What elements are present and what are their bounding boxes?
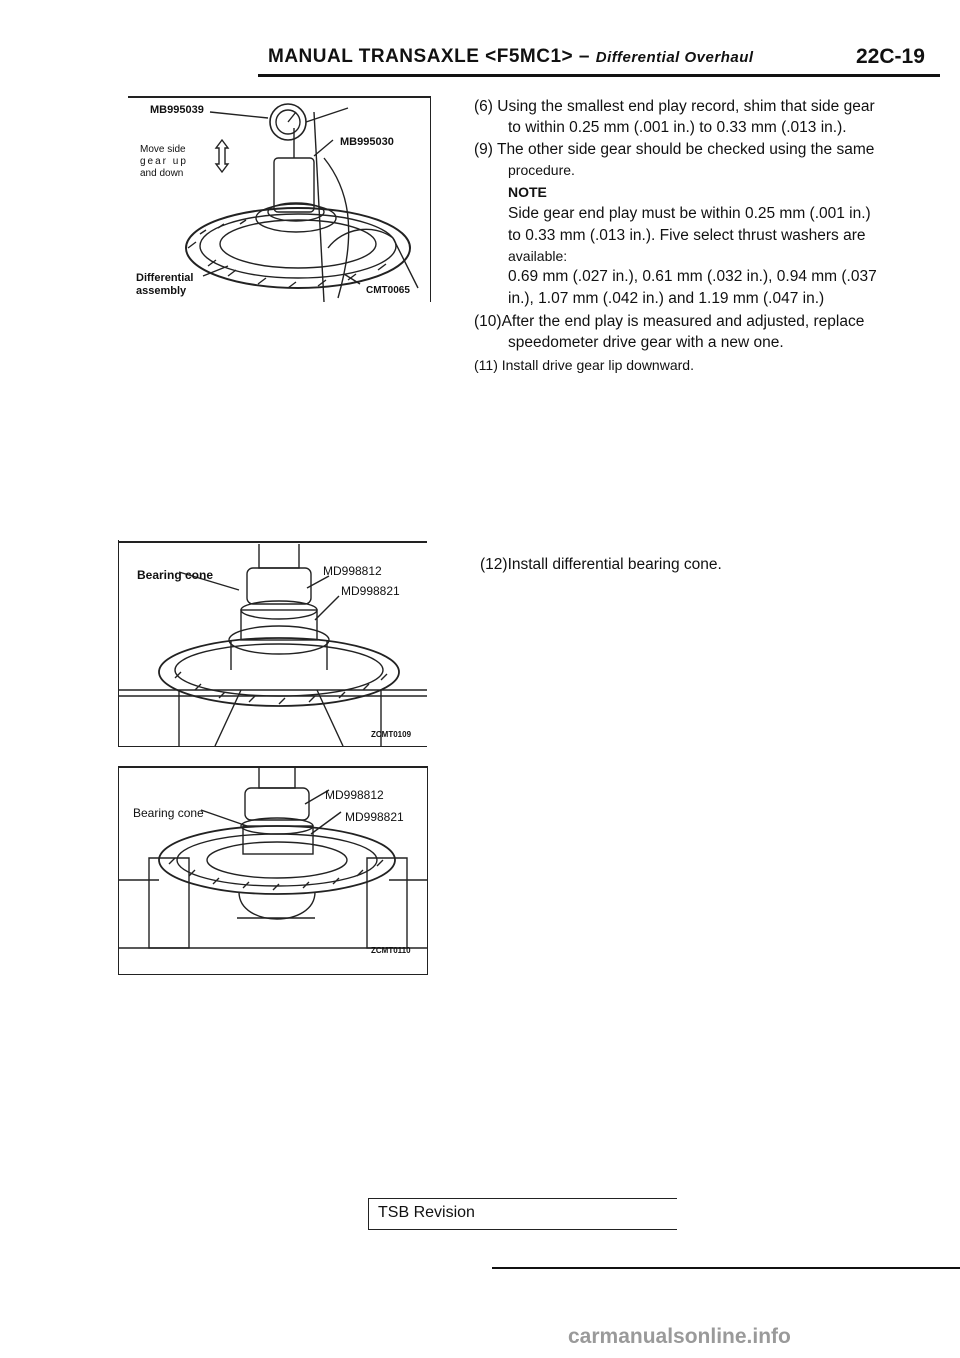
header-title-section: Differential Overhaul <box>595 49 754 66</box>
step-12: (12)Install differential bearing cone. <box>480 556 722 573</box>
differential-assembly-label-line1: Differential <box>136 272 194 284</box>
tool-label-mb995030: MB995030 <box>340 136 394 148</box>
note-line5: in.), 1.07 mm (.042 in.) and 1.19 mm (.047 in.) <box>508 290 825 307</box>
header-title-main: MANUAL TRANSAXLE <F5MC1> – <box>268 46 590 67</box>
tool-label-md998812: MD998812 <box>323 564 382 578</box>
tsb-revision-label: TSB Revision <box>378 1204 475 1221</box>
figure-code: CMT0065 <box>366 285 410 296</box>
figure-code: ZCMT0109 <box>371 730 412 739</box>
figure-code: ZCMT0110 <box>371 946 411 955</box>
note-line2: to 0.33 mm (.013 in.). Five select thrust washers are <box>508 227 866 244</box>
note-line4: 0.69 mm (.027 in.), 0.61 mm (.032 in.), 0.94 mm (.037 <box>508 268 877 285</box>
bearing-cone-label: Bearing cone <box>137 568 214 582</box>
footer-rule <box>492 1267 960 1269</box>
bearing-cone-label: Bearing cone <box>133 806 204 820</box>
note-line1: Side gear end play must be within 0.25 mm (.001 in.) <box>508 205 871 222</box>
header-rule <box>258 74 940 77</box>
page-header-title <box>268 46 754 68</box>
step-6-line2: to within 0.25 mm (.001 in.) to 0.33 mm (.013 in.). <box>508 119 847 136</box>
step-9-line1: (9) The other side gear should be checked using the same <box>474 141 875 158</box>
page-number: 22C-19 <box>856 45 925 68</box>
figure-bearing-cone-install-1 <box>118 540 427 747</box>
tool-label-mb995039: MB995039 <box>150 104 204 116</box>
note-heading: NOTE <box>508 184 547 200</box>
note-line3: available: <box>508 248 568 264</box>
tool-label-md998821: MD998821 <box>341 584 400 598</box>
differential-assembly-label-line2: assembly <box>136 285 187 297</box>
move-side-label-line3: and down <box>140 168 184 179</box>
move-side-label-line2: gear up <box>140 156 188 167</box>
move-side-label-line1: Move side <box>140 144 186 155</box>
step-10-line2: speedometer drive gear with a new one. <box>508 334 784 351</box>
site-watermark: carmanualsonline.info <box>568 1325 791 1348</box>
figure-bearing-cone-install-2 <box>118 766 428 975</box>
step-11: (11) Install drive gear lip downward. <box>474 357 694 373</box>
tool-label-md998821: MD998821 <box>345 810 404 824</box>
step-9-line2: procedure. <box>508 162 575 178</box>
figure-end-play-measurement <box>128 96 431 302</box>
step-6-line1: (6) Using the smallest end play record, shim that side gear <box>474 98 875 115</box>
step-10-line1: (10)After the end play is measured and adjusted, replace <box>474 313 865 330</box>
tool-label-md998812: MD998812 <box>325 788 384 802</box>
